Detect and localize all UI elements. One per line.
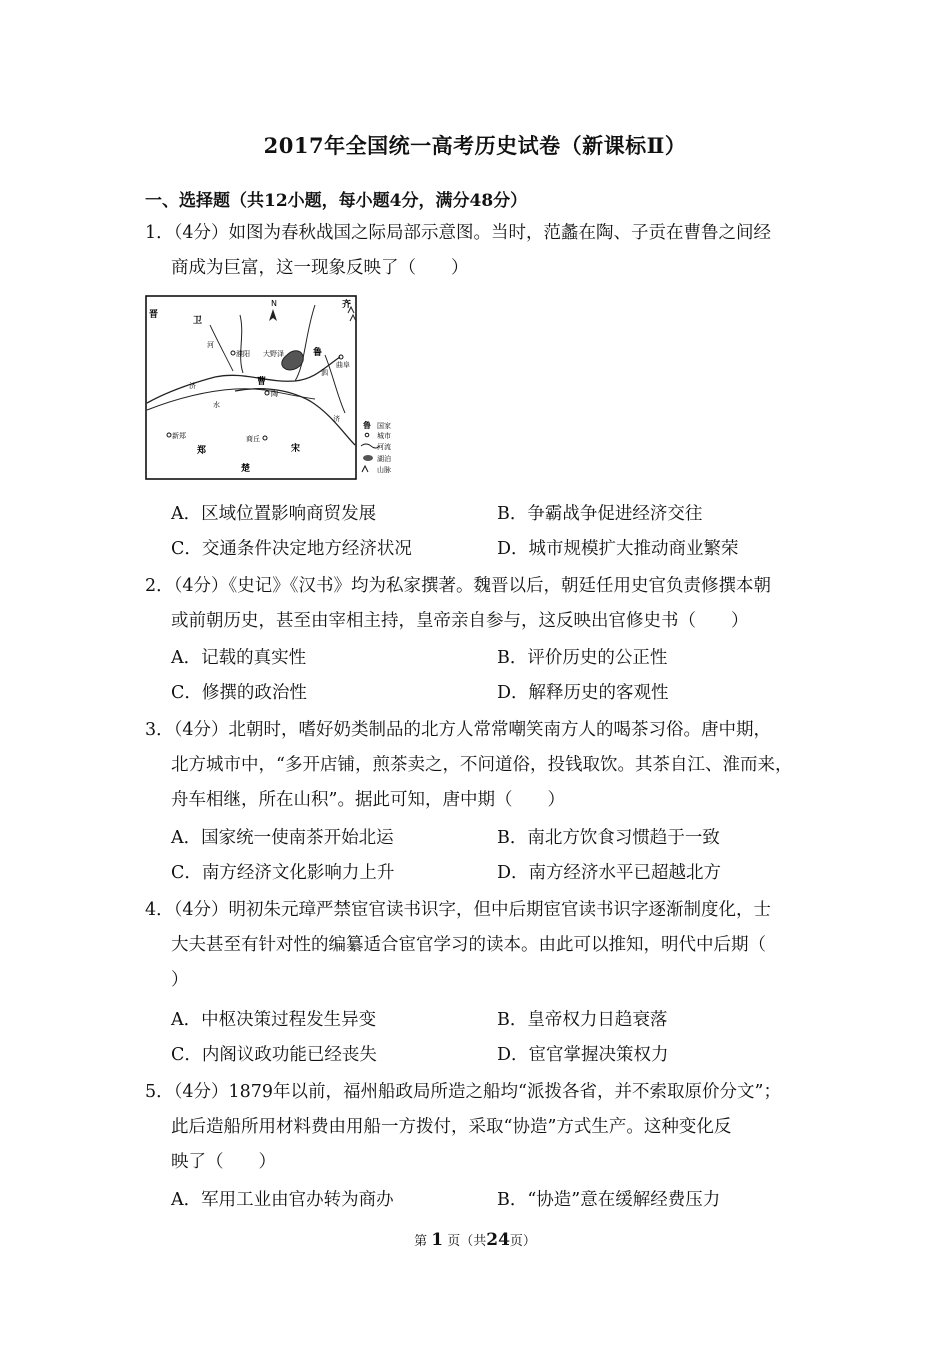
option-a[interactable]: A．国家统一使南茶开始北运 xyxy=(171,828,394,848)
question-line: 大夫甚至有针对性的编纂适合宦官学习的读本。由此可以推知，明代中后期（ xyxy=(171,935,766,955)
map-river-label: 河 xyxy=(207,341,214,349)
map-river-label: 济 xyxy=(333,415,340,423)
options-q1 xyxy=(171,497,811,567)
option-b[interactable]: B．“协造”意在缓解经费压力 xyxy=(497,1190,721,1210)
option-b[interactable]: B．皇帝权力日趋衰落 xyxy=(497,1010,668,1030)
map-river-label: 济 xyxy=(189,382,196,390)
legend-sample: 鲁 xyxy=(363,421,371,430)
option-d[interactable]: D．南方经济水平已超越北方 xyxy=(497,863,722,883)
city-marker-icon xyxy=(231,351,235,355)
map-state-label: 晋 xyxy=(149,310,159,320)
city-marker-icon xyxy=(263,436,267,440)
map-state-label: 曹 xyxy=(257,377,267,387)
north-arrow-icon xyxy=(269,309,277,321)
options-q4 xyxy=(171,1003,811,1073)
footer-total-pages: 24 xyxy=(486,1230,510,1250)
question-line: 或前朝历史，甚至由宰相主持，皇帝亲自参与，这反映出官修史书（ ） xyxy=(171,611,749,631)
options-q3 xyxy=(171,821,811,891)
question-text: （4分）如图为春秋战国之际局部示意图。当时，范蠡在陶、子贡在曹鲁之间经 xyxy=(173,223,772,243)
option-a[interactable]: A．军用工业由官办转为商办 xyxy=(171,1190,394,1210)
question-line xyxy=(145,893,815,928)
map-lake-label: 大野泽 xyxy=(263,350,284,358)
map-state-label: 楚 xyxy=(241,464,251,474)
question-text: （4分）《史记》《汉书》均为私家撰著。魏晋以后，朝廷任用史官负责修撰本朝 xyxy=(173,576,772,596)
map-river-label: 水 xyxy=(213,401,220,409)
legend-label: 山脉 xyxy=(377,466,391,474)
map-river-label: 泗 xyxy=(321,369,328,377)
option-a[interactable]: A．中枢决策过程发生异变 xyxy=(171,1010,377,1030)
question-line: 此后造船所用材料费由用船一方拨付，采取“协造”方式生产。这种变化反 xyxy=(171,1117,732,1137)
option-b[interactable]: B．南北方饮食习惯趋于一致 xyxy=(497,828,720,848)
footer-suffix: 页） xyxy=(509,1234,536,1249)
question-line xyxy=(145,216,815,251)
question-line: 北方城市中，“多开店铺，煎茶卖之，不问道俗，投钱取饮。其茶自江、淮而来， xyxy=(171,755,793,775)
question-text: （4分）1879年以前，福州船政局所造之船均“派拨各省，并不索取原价分文”； xyxy=(173,1082,781,1102)
legend-label: 城市 xyxy=(377,432,391,440)
question-number: 2． xyxy=(145,576,174,596)
option-d[interactable]: D．宦官掌握决策权力 xyxy=(497,1045,669,1065)
options-q2 xyxy=(171,641,811,711)
map-state-label: 鲁 xyxy=(313,348,323,358)
option-d[interactable]: D．城市规模扩大推动商业繁荣 xyxy=(497,539,739,559)
legend-mountain-icon xyxy=(362,466,368,472)
question-number: 4． xyxy=(145,900,174,920)
option-a[interactable]: A．记载的真实性 xyxy=(171,648,307,668)
question-line xyxy=(145,1075,815,1110)
option-c[interactable]: C．修撰的政治性 xyxy=(171,683,307,703)
map-state-label: 郑 xyxy=(197,446,207,456)
question-text: （4分）北朝时，嗜好奶类制品的北方人常常嘲笑南方人的喝茶习俗。唐中期， xyxy=(173,720,772,740)
option-c[interactable]: C．交通条件决定地方经济状况 xyxy=(171,539,412,559)
question-text: （4分）明初朱元璋严禁宦官读书识字，但中后期宦官读书识字逐渐制度化，士 xyxy=(173,900,772,920)
option-a[interactable]: A．区域位置影响商贸发展 xyxy=(171,504,377,524)
question-1 xyxy=(145,216,815,286)
map-svg xyxy=(145,295,415,480)
question-line: 映了（ ） xyxy=(171,1152,276,1172)
map-city-label: 陶 xyxy=(271,390,278,398)
map-figure xyxy=(145,295,415,480)
map-city-label: 商丘 xyxy=(246,435,260,443)
question-number: 1． xyxy=(145,223,174,243)
legend-label: 湖泊 xyxy=(377,455,391,463)
map-city-label: 曲阜 xyxy=(336,361,350,369)
section-heading: 一、选择题（共12小题，每小题4分，满分48分） xyxy=(145,191,528,211)
question-line: 商成为巨富，这一现象反映了（ ） xyxy=(171,258,469,278)
question-line: ） xyxy=(171,970,189,990)
map-city-label: 濮阳 xyxy=(236,350,250,358)
question-number: 5． xyxy=(145,1082,174,1102)
legend-label: 国家 xyxy=(377,422,391,430)
option-d[interactable]: D．解释历史的客观性 xyxy=(497,683,669,703)
option-c[interactable]: C．内阁议政功能已经丧失 xyxy=(171,1045,377,1065)
question-5 xyxy=(145,1075,815,1180)
legend-lake-icon xyxy=(363,455,373,461)
question-3 xyxy=(145,713,815,818)
option-b[interactable]: B．争霸战争促进经济交往 xyxy=(497,504,703,524)
question-2 xyxy=(145,569,815,639)
option-c[interactable]: C．南方经济文化影响力上升 xyxy=(171,863,395,883)
map-state-label: 宋 xyxy=(291,444,301,454)
city-marker-icon xyxy=(265,391,269,395)
option-b[interactable]: B．评价历史的公正性 xyxy=(497,648,668,668)
map-city-label: 新郑 xyxy=(172,432,186,440)
page-footer xyxy=(0,1230,950,1250)
question-number: 3． xyxy=(145,720,174,740)
question-4 xyxy=(145,893,815,998)
legend-label: 河流 xyxy=(377,443,391,451)
north-label: N xyxy=(271,299,277,308)
map-state-label: 齐 xyxy=(342,300,352,310)
question-line xyxy=(145,569,815,604)
footer-prefix: 第 xyxy=(414,1234,428,1249)
options-q5 xyxy=(171,1183,811,1218)
question-line xyxy=(145,713,815,748)
footer-mid: 页（共 xyxy=(447,1234,487,1249)
legend-city-icon xyxy=(365,433,369,437)
map-state-label: 卫 xyxy=(193,316,203,326)
question-line: 舟车相继，所在山积”。据此可知，唐中期（ ） xyxy=(171,790,565,810)
city-marker-icon xyxy=(167,433,171,437)
footer-page-number: 1 xyxy=(431,1230,444,1250)
page-title: 2017年全国统一高考历史试卷（新课标Ⅱ） xyxy=(263,133,687,158)
